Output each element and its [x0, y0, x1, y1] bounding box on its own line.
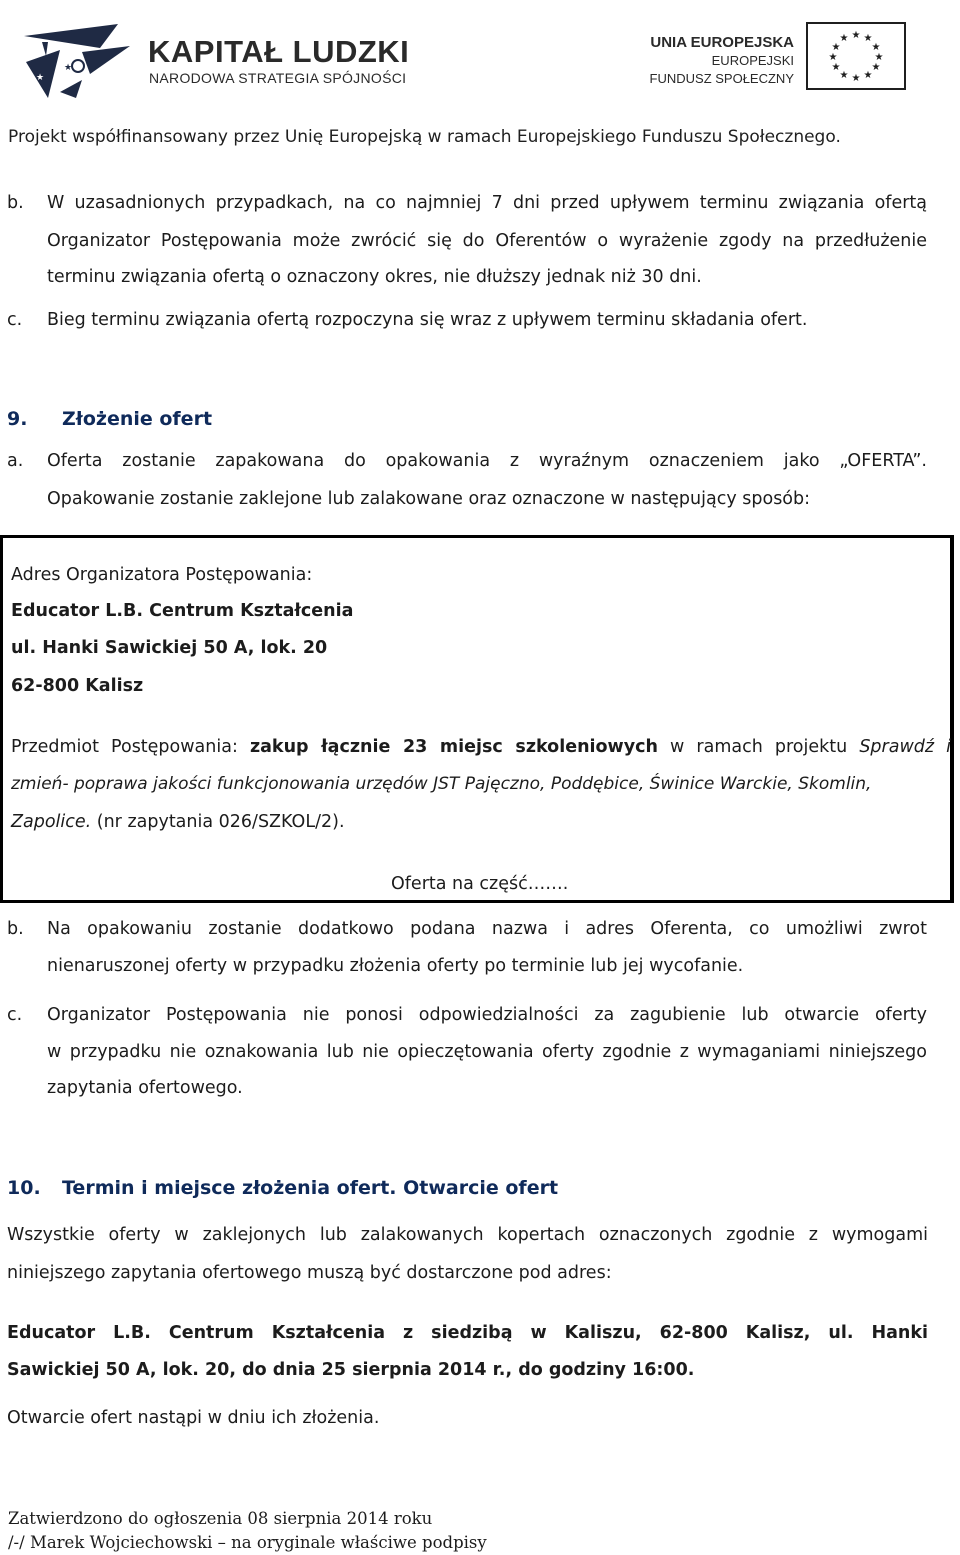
paragraph-line: w przypadku nie oznakowania lub nie opieczętowania oferty zgodnie z wymaganiami niniejszego: [47, 1043, 927, 1062]
paragraph-line: zapytania ofertowego.: [47, 1078, 243, 1098]
eu-flag-icon: [806, 22, 906, 90]
project-name-part: Zapolice.: [11, 812, 92, 832]
logo-title: KAPITAŁ LUDZKI: [148, 34, 410, 69]
paragraph-line: Bieg terminu związania ofertą rozpoczyna się wraz z upływem terminu składania ofert.: [47, 310, 808, 330]
svg-text:★: ★: [871, 62, 881, 73]
section-title: Złożenie ofert: [62, 408, 213, 430]
signature-line: /-/ Marek Wojciechowski – na oryginale właściwe podpisy: [8, 1533, 487, 1552]
section-title: Termin i miejsce złożenia ofert. Otwarcie ofert: [62, 1177, 559, 1199]
svg-text:★: ★: [839, 70, 849, 81]
svg-text:★: ★: [831, 42, 841, 53]
organizer-street: ul. Hanki Sawickiej 50 A, lok. 20: [11, 638, 328, 658]
paragraph-line: niniejszego zapytania ofertowego muszą być dostarczone pod adres:: [7, 1263, 612, 1283]
cofinancing-banner: Projekt współfinansowany przez Unię Europejską w ramach Europejskiego Funduszu Społecznego.: [8, 127, 841, 147]
delivery-deadline-line: Sawickiej 50 A, lok. 20, do dnia 25 sierpnia 2014 r., do godziny 16:00.: [7, 1360, 695, 1380]
eu-line-1: UNIA EUROPEJSKA: [650, 34, 794, 51]
svg-text:★: ★: [851, 30, 861, 41]
eu-line-2: EUROPEJSKI: [711, 53, 794, 68]
svg-text:★: ★: [839, 33, 849, 44]
paragraph-line: Organizator Postępowania może zwrócić się do Oferentów o wyrażenie zgody na przedłużenie: [47, 232, 927, 251]
section-number: 10.: [7, 1177, 41, 1199]
subject-mid: w ramach projektu: [657, 738, 860, 757]
svg-text:★: ★: [64, 63, 73, 73]
section-number: 9.: [7, 408, 28, 430]
svg-text:★: ★: [874, 52, 884, 63]
paragraph-line: Opakowanie zostanie zaklejone lub zalakowane oraz oznaczone w następujący sposób:: [47, 489, 811, 509]
subject-bold: zakup łącznie 23 miejsc szkoleniowych: [249, 738, 658, 757]
project-name-part: Sprawdź i: [859, 738, 951, 757]
svg-text:★: ★: [36, 73, 45, 83]
paragraph-line: nienaruszonej oferty w przypadku złożenia oferty po terminie lub jej wycofanie.: [47, 956, 744, 976]
paragraph-line: Organizator Postępowania nie ponosi odpowiedzialności za zagubienie lub otwarcie oferty: [47, 1006, 927, 1025]
envelope-label-box: [0, 535, 954, 903]
eu-text: [650, 34, 794, 88]
svg-text:★: ★: [863, 70, 873, 81]
subject-line: [11, 738, 951, 762]
organizer-name: Educator L.B. Centrum Kształcenia: [11, 601, 354, 621]
list-label-b: b.: [7, 919, 24, 939]
list-label-b: b.: [7, 193, 24, 213]
svg-text:★: ★: [106, 61, 114, 70]
request-number: (nr zapytania 026/SZKOL/2).: [91, 812, 345, 832]
svg-text:★: ★: [828, 52, 838, 63]
eu-line-3: FUNDUSZ SPOŁECZNY: [649, 71, 794, 86]
svg-text:★: ★: [863, 33, 873, 44]
list-label-c: c.: [7, 310, 23, 330]
project-name-part: zmień- poprawa jakości funkcjonowania urzędów JST Pajęczno, Poddębice, Świnice Warckie, Skomlin,: [11, 774, 872, 794]
approval-line: Zatwierdzono do ogłoszenia 08 sierpnia 2014 roku: [8, 1509, 433, 1528]
svg-text:★: ★: [831, 62, 841, 73]
logo-subtitle: NARODOWA STRATEGIA SPÓJNOŚCI: [149, 70, 407, 86]
subject-prefix: Przedmiot Postępowania:: [11, 738, 250, 757]
subject-end: [11, 813, 345, 832]
paragraph-line: Wszystkie oferty w zaklejonych lub zalakowanych kopertach oznaczonych zgodnie z wymogami: [7, 1226, 928, 1245]
paragraph-line: Oferta zostanie zapakowana do opakowania z wyraźnym oznaczeniem jako „OFERTA”.: [47, 452, 927, 471]
kapital-ludzki-logo-icon: [20, 22, 135, 100]
organizer-city: 62-800 Kalisz: [11, 676, 144, 696]
paragraph-line: terminu związania ofertą o oznaczony okres, nie dłuższy jednak niż 30 dni.: [47, 267, 702, 287]
offer-part-line: Oferta na część…….: [391, 874, 569, 894]
svg-text:★: ★: [851, 73, 861, 84]
delivery-address-line: Educator L.B. Centrum Kształcenia z siedzibą w Kaliszu, 62-800 Kalisz, ul. Hanki: [7, 1324, 928, 1343]
address-label: Adres Organizatora Postępowania:: [11, 565, 313, 585]
paragraph-line: W uzasadnionych przypadkach, na co najmniej 7 dni przed upływem terminu związania ofertą: [47, 194, 927, 213]
svg-text:★: ★: [871, 42, 881, 53]
list-label-c: c.: [7, 1005, 23, 1025]
paragraph-line: Na opakowaniu zostanie dodatkowo podana nazwa i adres Oferenta, co umożliwi zwrot: [47, 920, 927, 939]
opening-note: Otwarcie ofert nastąpi w dniu ich złożenia.: [7, 1408, 380, 1428]
list-label-a: a.: [7, 451, 24, 471]
